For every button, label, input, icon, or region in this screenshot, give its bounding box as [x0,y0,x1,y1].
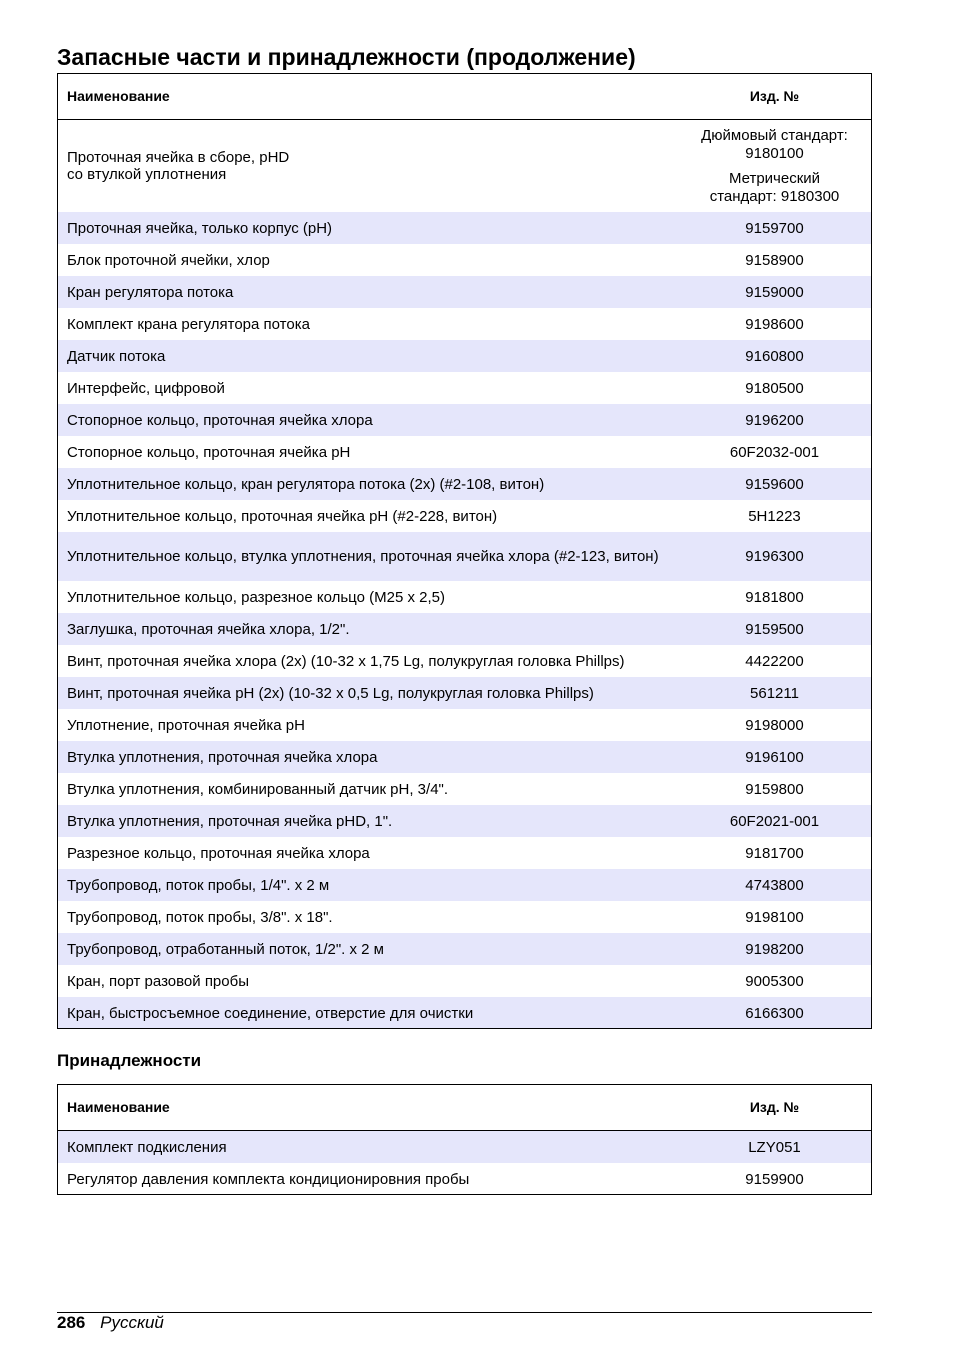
table-row [57,645,872,677]
part-number-line: Дюймовый стандарт: [701,126,848,144]
part-number: 5H1223 [748,507,801,525]
table-header-row [57,1084,872,1131]
part-number: LZY051 [677,1131,872,1164]
part-name: Уплотнение, проточная ячейка pH [67,716,305,734]
part-name: Комплект крана регулятора потока [67,315,310,333]
part-name: Уплотнительное кольцо, разрезное кольцо (M25 x 2,5) [67,588,445,606]
table-row [57,805,872,837]
table-row [57,837,872,869]
part-number: 9198600 [745,315,804,333]
part-name: Интерфейс, цифровой [67,379,225,397]
part-number: 4743800 [677,869,872,901]
part-name: Разрезное кольцо, проточная ячейка хлора [67,844,370,862]
table-row [57,500,872,532]
part-name: Кран, быстросъемное соединение, отверстие для очистки [57,997,677,1029]
part-name: Проточная ячейка, только корпус (pH) [57,212,677,244]
part-number: 9159900 [745,1170,804,1188]
part-number-line: стандарт: 9180300 [709,187,840,205]
part-number: 60F2021-001 [677,805,872,837]
part-name: Комплект подкисления [57,1131,677,1164]
part-name: Кран регулятора потока [57,276,677,308]
part-number: 6166300 [677,997,872,1029]
part-name: Стопорное кольцо, проточная ячейка pH [67,443,351,461]
part-name: Втулка уплотнения, проточная ячейка pHD, 1". [57,805,677,837]
header-item-number: Изд. № [677,1084,872,1131]
part-name: Уплотнительное кольцо, кран регулятора потока (2x) (#2-108, витон) [57,468,677,500]
part-name: Втулка уплотнения, комбинированный датчик pH, 3/4". [67,780,449,798]
part-name: Блок проточной ячейки, хлор [67,251,270,269]
table-row [57,997,872,1029]
table-row [57,901,872,933]
part-number: 9159600 [677,468,872,500]
table-row [57,1163,872,1195]
part-number [677,120,872,213]
part-name: Кран, порт разовой пробы [67,972,249,990]
table-row [57,372,872,404]
part-number: 9158900 [745,251,804,269]
part-number: 9198000 [745,716,804,734]
header-name: Наименование [57,73,677,120]
part-name: Винт, проточная ячейка pH (2x) (10-32 x 0,5 Lg, полукруглая головка Phillps) [57,677,677,709]
table-header-row [57,73,872,120]
table-row [57,212,872,244]
part-number-line: 9180100 [745,144,804,162]
part-name: Стопорное кольцо, проточная ячейка хлора [57,404,677,436]
table-row [57,613,872,645]
part-name: Заглушка, проточная ячейка хлора, 1/2". [57,613,677,645]
part-name [57,120,677,213]
part-name: Регулятор давления комплекта кондиционировния пробы [67,1170,470,1188]
part-number: 9180500 [745,379,804,397]
table-row [57,709,872,741]
part-number: 9196200 [677,404,872,436]
table-row [57,276,872,308]
part-number: 9159000 [677,276,872,308]
table-row [57,468,872,500]
part-number: 9198100 [745,908,804,926]
table-row [57,404,872,436]
part-number: 9160800 [677,340,872,372]
header-item-number: Изд. № [677,73,872,120]
footer-divider [57,1312,872,1313]
part-number: 9159700 [677,212,872,244]
table-row [57,532,872,581]
part-name: Трубопровод, поток пробы, 3/8". x 18". [67,908,333,926]
part-name: Втулка уплотнения, проточная ячейка хлора [57,741,677,773]
part-name: Винт, проточная ячейка хлора (2x) (10-32 x 1,75 Lg, полукруглая головка Phillps) [67,652,625,670]
accessories-heading: Принадлежности [57,1051,202,1070]
table-row [57,340,872,372]
table-row [57,741,872,773]
part-number: 561211 [677,677,872,709]
part-number: 9181700 [745,844,804,862]
part-number: 9159500 [677,613,872,645]
part-name: Уплотнительное кольцо, проточная ячейка pH (#2-228, витон) [67,507,498,525]
table-row [57,120,872,213]
part-number: 9159800 [745,780,804,798]
part-name: Датчик потока [57,340,677,372]
header-name: Наименование [57,1084,677,1131]
part-number: 9196100 [677,741,872,773]
table-row [57,1131,872,1164]
part-name: Трубопровод, отработанный поток, 1/2". x 2 м [57,933,677,965]
table-row [57,933,872,965]
part-name-line: Проточная ячейка в сборе, pHD [67,149,290,166]
page-number: 286 [57,1313,86,1332]
part-name-line: со втулкой уплотнения [67,166,227,183]
part-name: Трубопровод, поток пробы, 1/4". x 2 м [57,869,677,901]
page-title: Запасные части и принадлежности (продолжение) [57,44,636,70]
part-number: 9181800 [745,588,804,606]
accessories-table [57,1084,872,1195]
table-row [57,436,872,468]
table-row [57,244,872,276]
table-row [57,869,872,901]
table-row [57,773,872,805]
footer-language: Русский [100,1313,164,1332]
table-row [57,308,872,340]
part-number: 9198200 [677,933,872,965]
page-footer [57,1313,164,1333]
part-number: 4422200 [745,652,804,670]
spare-parts-table [57,73,872,1029]
table-row [57,965,872,997]
part-number-line: Метрический [728,169,821,187]
part-number: 60F2032-001 [729,443,820,461]
part-name: Уплотнительное кольцо, втулка уплотнения, проточная ячейка хлора (#2-123, витон) [57,532,677,581]
part-number: 9005300 [745,972,804,990]
table-row [57,581,872,613]
table-row [57,677,872,709]
part-number: 9196300 [677,532,872,581]
